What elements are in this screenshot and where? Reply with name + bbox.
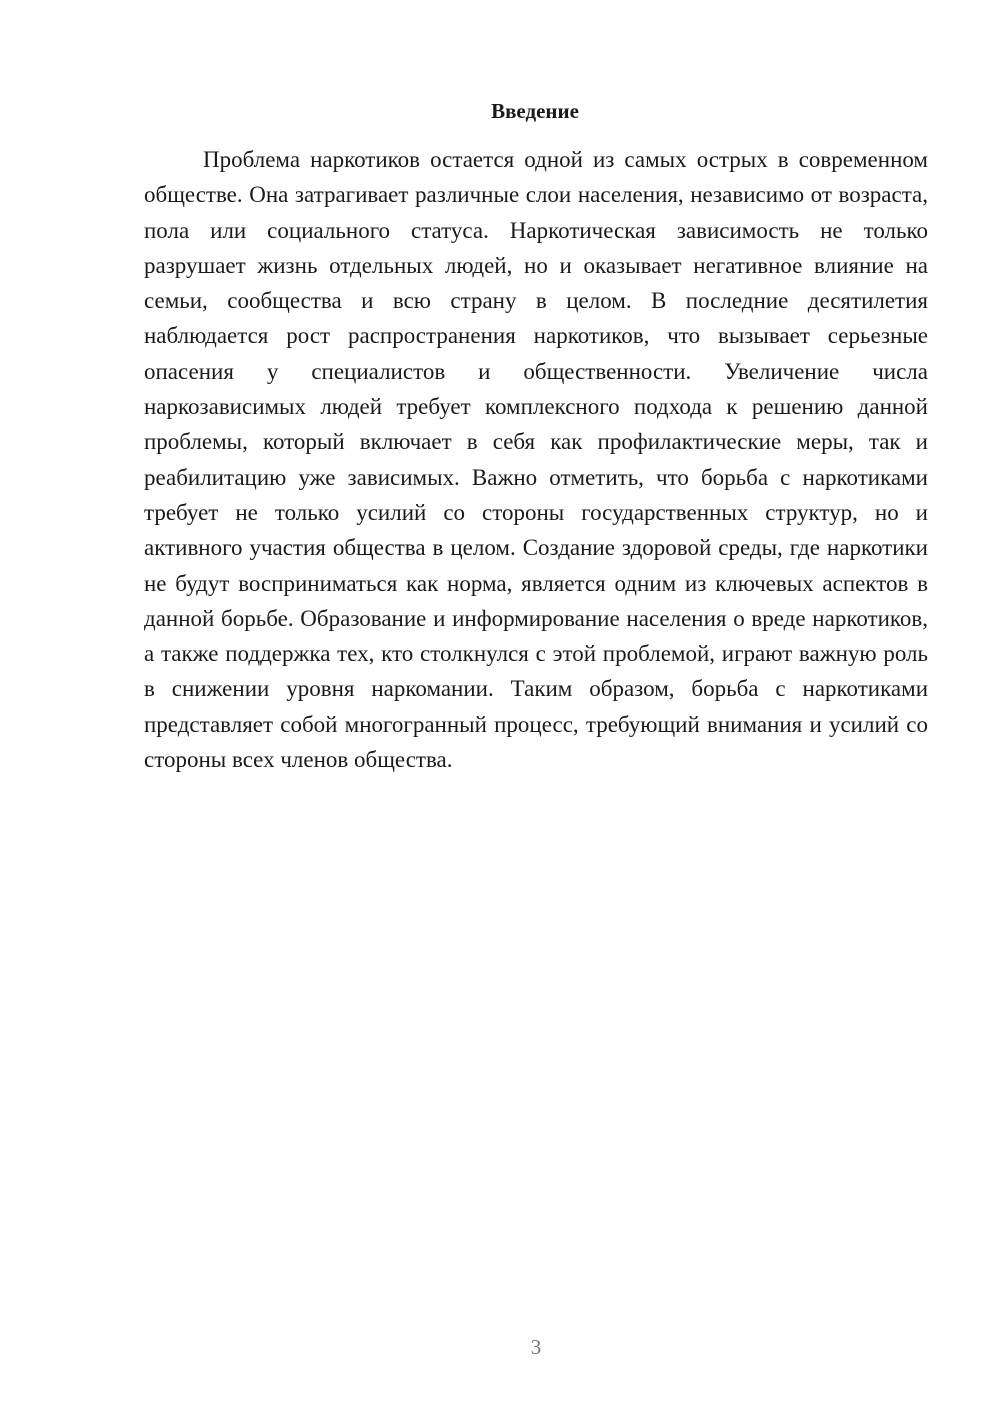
body-paragraph: Проблема наркотиков остается одной из самых острых в современном обществе. Она затрагивает различные слои населения, независимо от возраста, пола или социального статуса. Наркотическая зависимость не только разрушает жизнь отдельных людей, но и оказывает негативное влияние на семьи, сообщества и всю страну в целом. В последние десятилетия наблюдается рост распространения наркотиков, что вызывает серьезные опасения у специалистов и общественности. Увеличение числа наркозависимых людей требует комплексного подхода к решению данной проблемы, который включает в себя как профилактические меры, так и реабилитацию уже зависимых. Важно отметить, что борьба с наркотиками требует не только усилий со стороны государственных структур, но и активного участия общества в целом. Создание здоровой среды, где наркотики не будут восприниматься как норма, является одним из ключевых аспектов в данной борьбе. Образование и информирование населения о вреде наркотиков, а также поддержка тех, кто столкнулся с этой проблемой, играют важную роль в снижении уровня наркомании. Таким образом, борьба с наркотиками представляет собой многогранный процесс, требующий внимания и усилий со стороны всех членов общества. [144,147,928,773]
section-heading: Введение [491,99,579,123]
page-number: 3 [530,1335,542,1359]
